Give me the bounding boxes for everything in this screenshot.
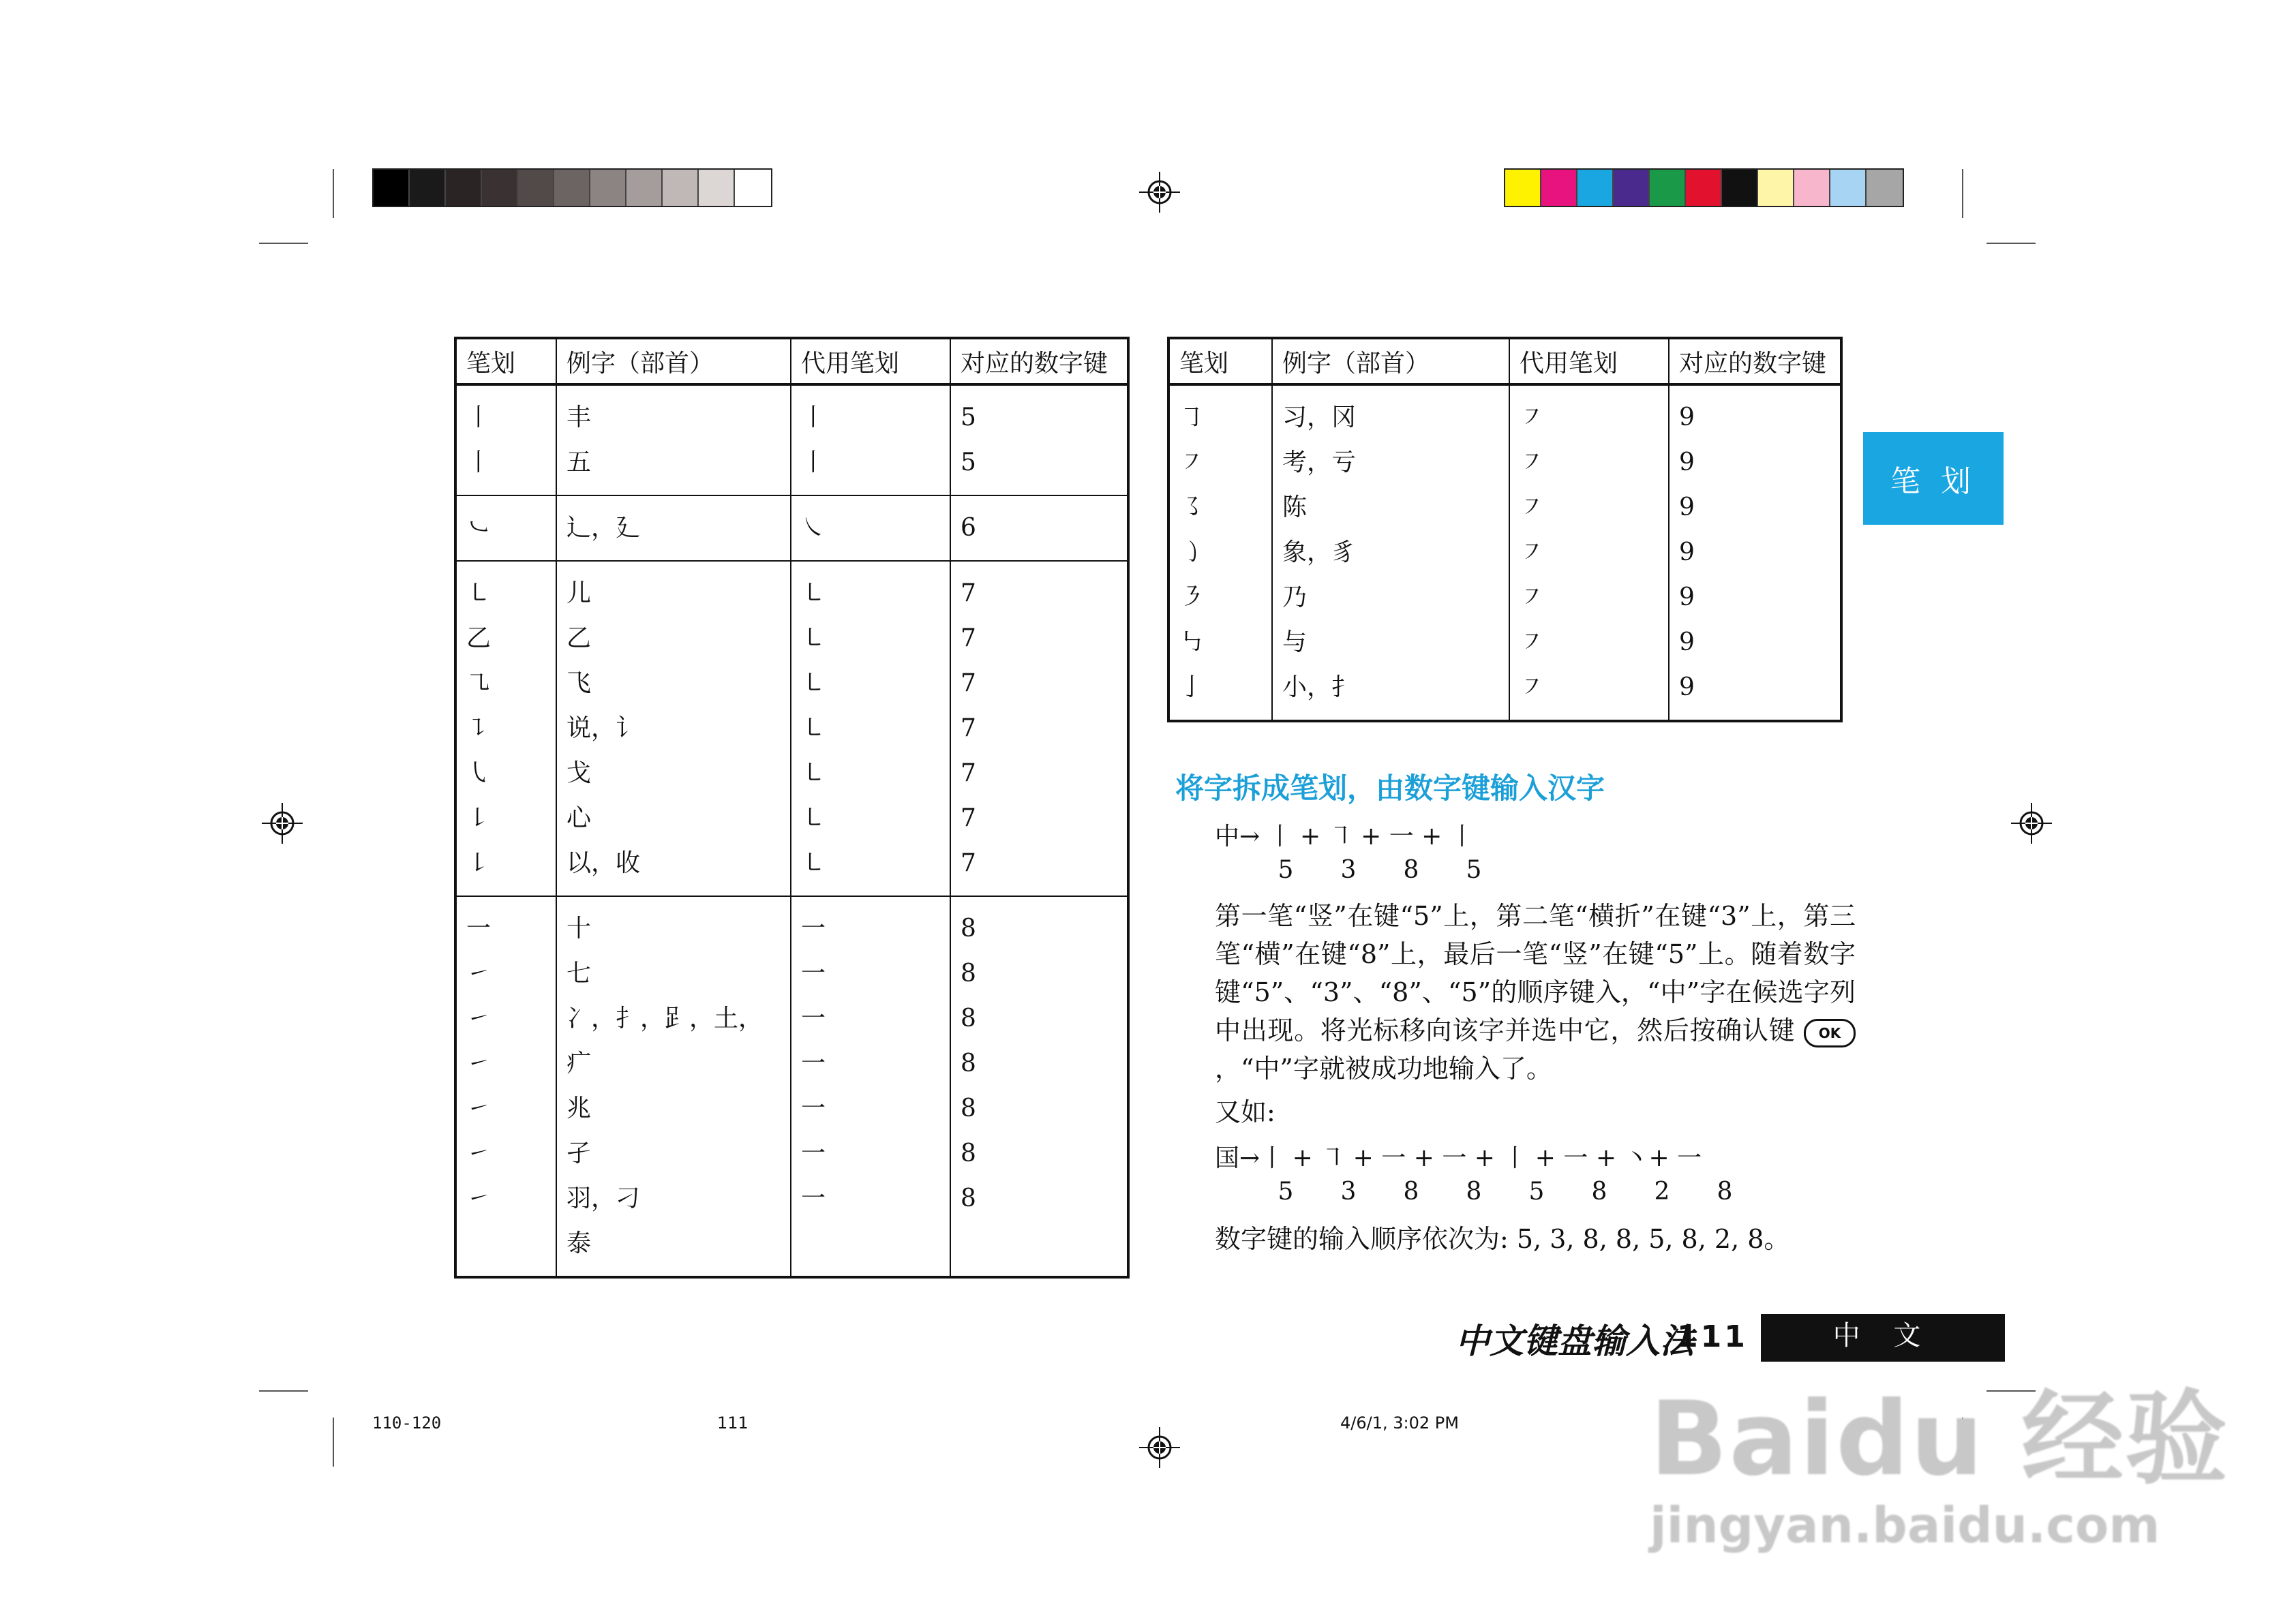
color-swatch xyxy=(626,170,663,206)
stroke-group-row xyxy=(455,896,1128,1277)
key-digit: 8 xyxy=(1591,1178,1607,1206)
slug-timestamp: 4/6/1, 3:02 PM xyxy=(1340,1413,1459,1433)
grayscale-color-bar xyxy=(372,168,772,207)
cell-example: 习，冈 考，亏 陈 象，豸 乃 与 小，扌 xyxy=(1272,384,1509,721)
key-digit: 8 xyxy=(1403,1178,1419,1206)
color-swatch xyxy=(518,170,554,206)
watermark-line-1: Baidu 经验 xyxy=(1650,1380,2229,1499)
key-digit: 5 xyxy=(1278,856,1294,884)
color-swatch xyxy=(590,170,626,206)
key-digit: 5 xyxy=(1278,1178,1294,1206)
stroke-group-row xyxy=(1168,384,1841,721)
crop-mark xyxy=(1987,243,2036,244)
cell-example: 辶，廴 xyxy=(556,495,791,561)
cell-stroke: 一 ㇀ ㇀ ㇀ ㇀ ㇀ ㇀ xyxy=(455,896,556,1277)
example-1-keys xyxy=(1254,856,1505,884)
header-example: 例字（部首） xyxy=(1272,338,1509,384)
cell-key: 9 9 9 9 9 9 9 xyxy=(1669,384,1841,721)
color-swatch xyxy=(663,170,699,206)
cell-stroke: ㇃ xyxy=(455,495,556,561)
cell-sub: 一 一 一 一 一 一 一 xyxy=(791,896,950,1277)
crop-mark xyxy=(333,1418,334,1467)
color-swatch xyxy=(699,170,735,206)
registration-mark-bottom-icon xyxy=(1139,1427,1180,1468)
paragraph-1-text: 第一笔“竖”在键“5”上，第二笔“横折”在键“3”上，第三笔“横”在键“8”上，最后一笔“竖”在键“5”上。随着数字键“5”、“3”、“8”、“5”的顺序键入，“中”字在候选字列中出现。将光标移向该字并选中它，然后按确认键 xyxy=(1215,901,1856,1045)
example-1-formula: 中→ 丨 + ㇕ + 一 + 丨 xyxy=(1215,823,1475,851)
header-stroke: 笔划 xyxy=(455,338,556,384)
cell-sub: 丨 丨 xyxy=(791,384,950,495)
cell-sub: ㇏ xyxy=(791,495,950,561)
color-swatch xyxy=(1614,170,1650,206)
color-swatch xyxy=(1794,170,1830,206)
stroke-key-table-left xyxy=(454,337,1130,1279)
registration-mark-left-icon xyxy=(262,803,303,844)
color-swatch xyxy=(1867,170,1903,206)
watermark-line-2: jingyan.baidu.com xyxy=(1650,1497,2160,1554)
color-swatch xyxy=(1577,170,1614,206)
key-digit: 3 xyxy=(1340,856,1357,884)
stroke-group-row xyxy=(455,495,1128,561)
cell-key: 8 8 8 8 8 8 8 xyxy=(950,896,1128,1277)
key-digit: 5 xyxy=(1466,856,1482,884)
cell-key: 7 7 7 7 7 7 7 xyxy=(950,561,1128,896)
ok-key-icon: OK xyxy=(1804,1019,1856,1047)
crop-mark xyxy=(259,243,308,244)
header-stroke: 笔划 xyxy=(1168,338,1272,384)
header-example: 例字（部首） xyxy=(556,338,791,384)
color-swatch xyxy=(1686,170,1722,206)
header-key: 对应的数字键 xyxy=(950,338,1128,384)
paragraph-1-end: ，“中”字就被成功地输入了。 xyxy=(1215,1054,1552,1084)
cell-stroke: ㇄ 乙 ㇈ ㇊ ㇂ ㇙ ㇙ xyxy=(455,561,556,896)
cell-sub: ㇇ ㇇ ㇇ ㇇ ㇇ ㇇ ㇇ xyxy=(1509,384,1669,721)
stroke-group-row xyxy=(455,384,1128,495)
cell-example: 儿 乙 飞 说，讠 戈 心 以，收 xyxy=(556,561,791,896)
stroke-group-row xyxy=(455,561,1128,896)
color-swatch xyxy=(482,170,518,206)
section-tab-strokes: 笔 划 xyxy=(1863,432,2004,525)
cell-stroke: 丨 丨 xyxy=(455,384,556,495)
header-substitute: 代用笔划 xyxy=(1509,338,1669,384)
key-digit: 8 xyxy=(1466,1178,1482,1206)
watermark-logo xyxy=(1650,1356,2229,1554)
cell-stroke: ㇆ ㇇ ㇌ ㇁ ㇋ ㇉ 亅 xyxy=(1168,384,1272,721)
key-digit: 3 xyxy=(1340,1178,1357,1206)
page-number: 111 xyxy=(1677,1319,1748,1354)
header-substitute: 代用笔划 xyxy=(791,338,950,384)
slug-file-range: 110-120 xyxy=(372,1413,442,1433)
color-swatch xyxy=(1830,170,1867,206)
registration-mark-right-icon xyxy=(2011,803,2052,844)
color-swatch xyxy=(554,170,590,206)
crop-mark xyxy=(1962,169,1963,218)
color-swatch xyxy=(446,170,482,206)
cell-key: 6 xyxy=(950,495,1128,561)
stroke-key-table-right xyxy=(1167,337,1843,722)
color-swatch xyxy=(1650,170,1686,206)
example-2-formula: 国→丨 + ㇕ + 一 + 一 + 丨 + 一 + 丶+ 一 xyxy=(1215,1144,1702,1172)
key-digit: 5 xyxy=(1528,1178,1545,1206)
slug-page: 111 xyxy=(717,1413,749,1433)
key-digit: 2 xyxy=(1654,1178,1670,1206)
color-swatch xyxy=(1505,170,1541,206)
key-digit: 8 xyxy=(1403,856,1419,884)
color-swatch xyxy=(374,170,410,206)
example-2-keys xyxy=(1254,1178,1756,1206)
cell-sub: ㇄ ㇄ ㇄ ㇄ ㇄ ㇄ ㇄ xyxy=(791,561,950,896)
footer-language-label: 中 文 xyxy=(1761,1314,2005,1362)
cell-key: 5 5 xyxy=(950,384,1128,495)
crop-mark xyxy=(333,169,334,218)
paragraph-2: 数字键的输入顺序依次为: 5, 3, 8, 8, 5, 8, 2, 8。 xyxy=(1215,1224,1790,1254)
registration-mark-top-icon xyxy=(1139,172,1180,213)
color-swatch xyxy=(410,170,446,206)
color-swatch xyxy=(735,170,771,206)
process-color-bar xyxy=(1504,168,1904,207)
key-digit: 8 xyxy=(1717,1178,1733,1206)
color-swatch xyxy=(1541,170,1577,206)
paragraph-1 xyxy=(1215,897,1856,1088)
color-swatch xyxy=(1758,170,1794,206)
also-label: 又如: xyxy=(1215,1097,1275,1127)
section-heading: 将字拆成笔划，由数字键输入汉字 xyxy=(1175,771,1605,805)
crop-mark xyxy=(259,1390,308,1392)
header-key: 对应的数字键 xyxy=(1669,338,1841,384)
cell-example: 丰 五 xyxy=(556,384,791,495)
footer-title: 中文键盘输入法 xyxy=(1455,1321,1694,1361)
cell-example: 十 七 冫，扌，𧾷，土，疒 兆 孑 羽，刁 泰 xyxy=(556,896,791,1277)
color-swatch xyxy=(1722,170,1758,206)
